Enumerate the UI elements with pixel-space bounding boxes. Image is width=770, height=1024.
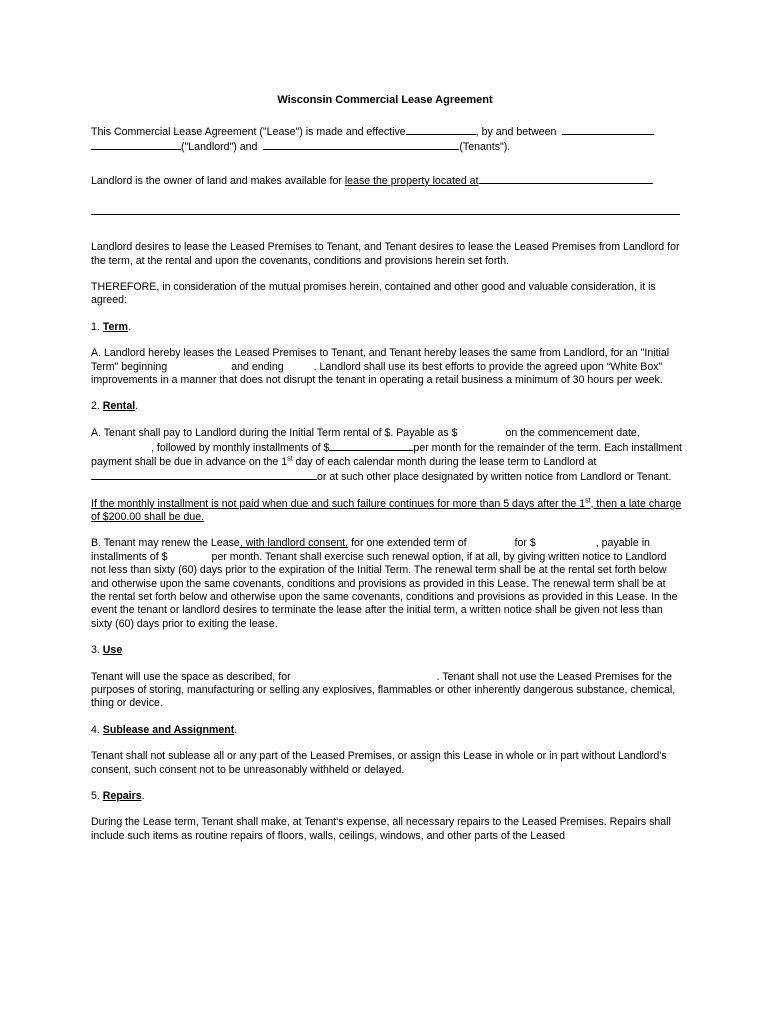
rental-paragraph-b [91, 537, 683, 631]
superscript: st [585, 496, 591, 504]
late-charge-paragraph [91, 498, 683, 525]
section-number: 5. [91, 790, 103, 802]
use-paragraph [91, 671, 683, 711]
landlord-owner-paragraph [91, 173, 683, 188]
intro-text-3: ("Landlord") and [181, 141, 258, 154]
section-repairs-heading [91, 790, 683, 803]
term-text-3: . Landlord shall use its best efforts to provide the agreed upon “White Box” improvements in a manner that does not disrupt the tenant in operating a retail business a minimum of 30 hours per week. [91, 360, 663, 387]
effective-date-blank[interactable] [406, 124, 476, 135]
desires-paragraph: Landlord desires to lease the Leased Premises to Tenant, and Tenant desires to lease the Leased Premises from Landlord for the term, at the rental and upon the covenants, conditions and provisions herein set forth. [91, 241, 680, 267]
owner-text: Landlord is the owner of land and makes available for [91, 174, 345, 187]
document-title: Wisconsin Commercial Lease Agreement [277, 94, 493, 106]
term-text-1: A. Landlord hereby leases the Leased Premises to Tenant, and Tenant hereby leases the same from Landlord, for an "Initial Term" beginning [91, 347, 670, 373]
use-heading-text: Use [102, 644, 123, 657]
rental-text-4: per month for the remainder of the term. Each installment payment shall be due in advance on the 1 [91, 442, 682, 468]
document-body [91, 124, 683, 843]
payment-address-blank[interactable] [91, 469, 317, 480]
intro-text-2: , by and between [475, 126, 557, 138]
section-number: 2. [91, 400, 103, 413]
rental-paragraph-a [91, 427, 683, 485]
heading-period: . [127, 320, 131, 333]
renew-text-5: payable in installments of $ [91, 537, 650, 563]
tenant-name-blank[interactable] [263, 139, 459, 150]
renew-text-1: B. Tenant may renew the Lease [91, 537, 240, 550]
sublease-heading-text: Sublease and Assignment [102, 723, 235, 736]
term-paragraph-a [91, 347, 683, 387]
section-number: 4. [91, 723, 103, 736]
therefore-paragraph: THEREFORE, in consideration of the mutual promises herein, contained and other good and valuable consideration, it is agreed: [91, 281, 656, 307]
section-number: 3. [91, 644, 103, 657]
landlord-name-blank-2[interactable] [91, 139, 181, 150]
rental-heading-text: Rental [102, 400, 136, 413]
section-use-heading [91, 644, 683, 657]
monthly-amount-blank[interactable] [329, 440, 413, 451]
section-rental-heading [91, 400, 683, 413]
rental-text-6: or at such other place designated by written notice from Landlord or Tenant. [317, 471, 672, 484]
repairs-paragraph: During the Lease term, Tenant shall make, at Tenant's expense, all necessary repairs to the Leased Premises. Repairs shall include such items as routine repairs of floors, walls, ceilings, windows, and other parts of the Leased [91, 816, 671, 842]
repairs-heading-text: Repairs [102, 790, 142, 802]
rental-text-2: on the commencement date, [505, 426, 640, 439]
renew-text-4: , [595, 537, 599, 550]
rental-text-1: A. Tenant shall pay to Landlord during the Initial Term rental of $. Payable as $ [91, 426, 458, 439]
late-text-2: , then a late charge of $200.00 shall be due. [91, 497, 682, 523]
late-text-1: If the monthly installment is not paid when due and such failure continues for more than 5 days after the 1 [91, 497, 586, 510]
term-text-2: and ending [231, 360, 284, 373]
intro-paragraph [91, 124, 683, 155]
intro-text-1: This Commercial Lease Agreement ("Lease") is made and effective [91, 126, 406, 138]
intro-text-4: (Tenants"). [459, 141, 511, 154]
superscript: st [287, 455, 293, 463]
renew-text-6: per month. Tenant shall exercise such renewal option, if at all, by giving written notice to Landlord not less than sixty (60) days prior to the expiration of the Initial Term. The renewal term shall be at the rental set forth below and otherwise upon the same covenants, conditions and provisions as provided in this Lease. The renewal term shall be at the rental set forth below and otherwise upon the same covenants, conditions and provisions as provided in this Lease. In the event the tenant or landlord desires to terminate the lease after the initial term, a written notice shall be given not less than sixty (60) days prior to exiting the lease. [91, 550, 678, 630]
heading-period: . [234, 723, 238, 736]
term-heading-text: Term [102, 320, 128, 333]
section-term-heading [91, 321, 683, 334]
owner-underlined-text: lease the property located at [344, 174, 479, 187]
use-text-2: . Tenant shall not use the Leased Premises for the purposes of storing, manufacturing or selling any explosives, flammables or other inherently dangerous substance, chemical, thing or device. [91, 670, 676, 710]
section-number: 1. [91, 320, 103, 333]
rental-text-3: , followed by monthly installments of $ [151, 442, 330, 455]
sublease-paragraph: Tenant shall not sublease all or any part of the Leased Premises, or assign this Lease in whole or in part without Landlord's consent, such consent not to be unreasonably withheld or delayed. [91, 750, 667, 776]
renew-text-2: for one extended term of [348, 537, 467, 550]
heading-period: . [141, 790, 145, 802]
use-text-1: Tenant will use the space as described, for [91, 670, 291, 683]
section-sublease-heading [91, 724, 683, 737]
property-address-blank-1[interactable] [479, 173, 653, 184]
landlord-name-blank-1[interactable] [562, 124, 654, 135]
heading-period: . [135, 400, 139, 413]
rental-text-5: day of each calendar month during the lease term to Landlord at [292, 455, 597, 468]
renew-text-3: for $ [514, 537, 536, 550]
renew-underlined-text: , with landlord consent, [239, 537, 349, 550]
